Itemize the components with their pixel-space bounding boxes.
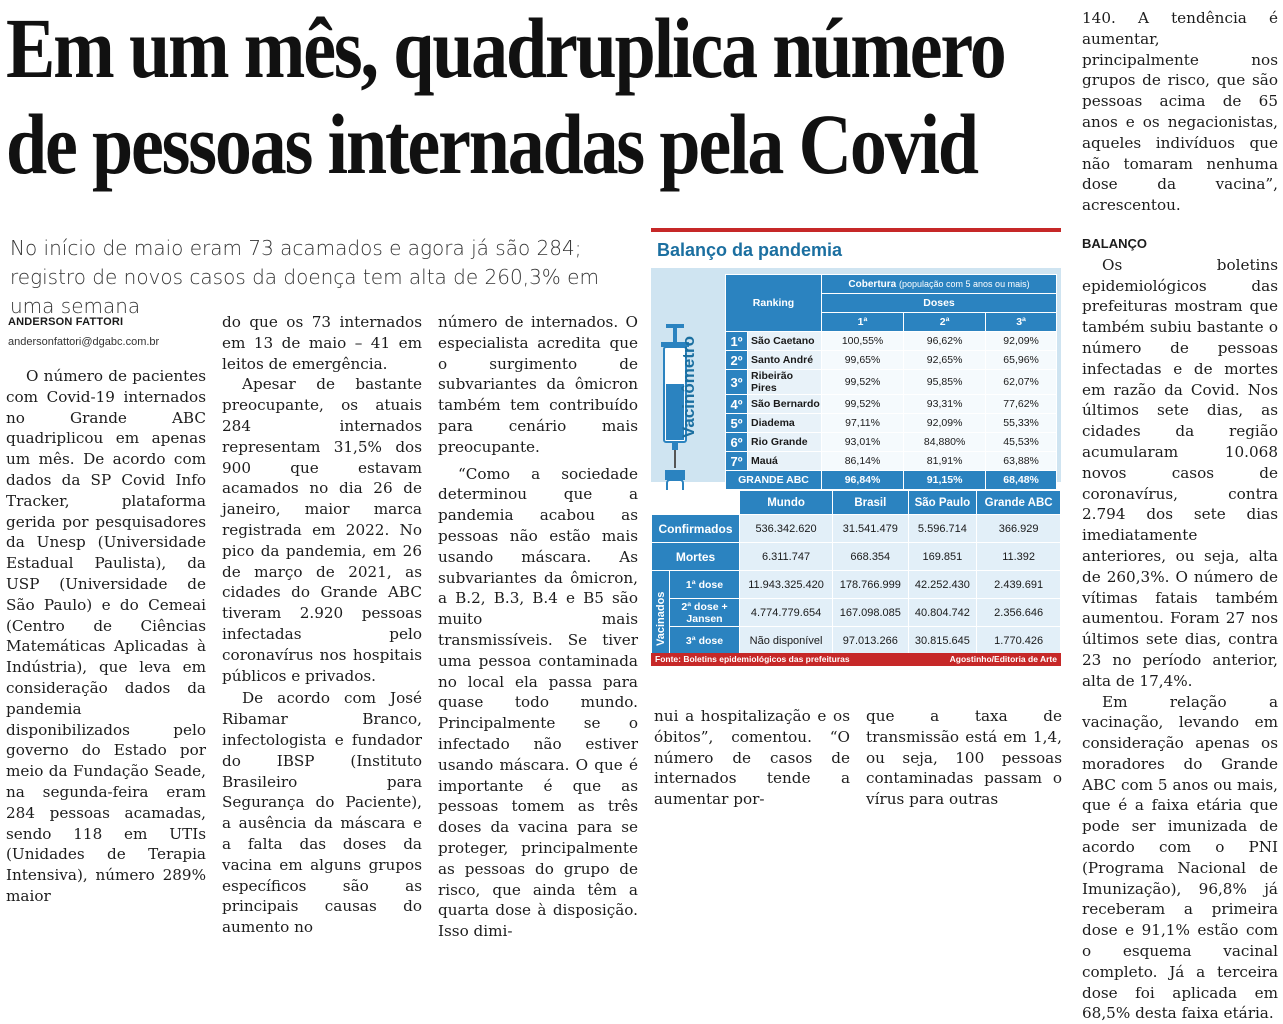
table-cell: 366.929 [977, 515, 1061, 543]
dose-1-value: 100,55% [822, 332, 904, 351]
table-row [726, 351, 1057, 370]
row-label-dose-3: 3ª dose [670, 627, 740, 655]
table-row [726, 370, 1057, 395]
table-cell: 40.804.742 [908, 599, 977, 627]
rank-number: 2º [726, 351, 748, 370]
city-name: São Bernardo [748, 395, 822, 414]
byline [8, 316, 208, 348]
art-credit: Agostinho/Editoria de Arte [950, 653, 1057, 666]
table-cell: 42.252.430 [908, 571, 977, 599]
total-dose-3: 68,48% [986, 471, 1057, 490]
infographic-title: Balanço da pandemia [657, 240, 842, 261]
row-label-dose-2: 2ª dose + Jansen [670, 599, 740, 627]
infographic [651, 228, 1061, 666]
dose-2-value: 81,91% [904, 452, 986, 471]
table-cell: 11.392 [977, 543, 1061, 571]
coverage-header: Cobertura (população com 5 anos ou mais) [822, 275, 1057, 294]
table-row [726, 332, 1057, 351]
vaccination-ranking-table [725, 274, 1057, 490]
dose-3-value: 62,07% [986, 370, 1057, 395]
table-row [652, 599, 1061, 627]
col-header-sao-paulo: São Paulo [908, 491, 977, 515]
article-column-3 [438, 312, 638, 942]
city-name: Diadema [748, 414, 822, 433]
dose-1-value: 99,52% [822, 395, 904, 414]
dose-2-value: 93,31% [904, 395, 986, 414]
col-header-grande-abc: Grande ABC [977, 491, 1061, 515]
dose-2-value: 84,880% [904, 433, 986, 452]
dose-3-value: 65,96% [986, 351, 1057, 370]
table-row [652, 543, 1061, 571]
table-cell: 178.766.999 [833, 571, 908, 599]
rank-number: 3º [726, 370, 748, 395]
table-cell: 6.311.747 [740, 543, 833, 571]
table-cell: 2.439.691 [977, 571, 1061, 599]
table-row [652, 515, 1061, 543]
table-cell: 1.770.426 [977, 627, 1061, 655]
row-label-confirmados: Confirmados [652, 515, 740, 543]
paragraph: Em relação a vacinação, levando em consideração apenas os moradores do Grande ABC com 5 anos ou mais, que é a faixa etária que pode ser imunizada de acordo com o PNI (Programa Nacional de Imunização), 96,8% já receberam a primeira dose e 91,1% estão com o esquema vacinal completo. Já a terceira dose foi aplicada em 68,5% desta faixa etária. [1082, 692, 1278, 1024]
rank-number: 7º [726, 452, 748, 471]
city-name: Santo André [748, 351, 822, 370]
section-heading: BALANÇO [1082, 234, 1278, 255]
dose-1-value: 93,01% [822, 433, 904, 452]
total-row [726, 471, 1057, 490]
paragraph: 140. A tendência é aumentar, principalmente nos grupos de risco, que são pessoas acima de 65 anos e os negacionistas, aqueles indivíduos que não tomaram nenhuma dose da vacina”, acrescentou. [1082, 8, 1278, 216]
rank-number: 6º [726, 433, 748, 452]
table-row [726, 452, 1057, 471]
dose-1-value: 99,52% [822, 370, 904, 395]
total-dose-1: 96,84% [822, 471, 904, 490]
headline-line-1: Em um mês, quadruplica número [6, 0, 926, 96]
infographic-footer [651, 653, 1061, 666]
table-cell: 167.098.085 [833, 599, 908, 627]
table-row [726, 433, 1057, 452]
dose-1-value: 99,65% [822, 351, 904, 370]
table-cell: 5.596.714 [908, 515, 977, 543]
vacinados-label: Vacinados [652, 571, 670, 655]
table-cell: 4.774.779.654 [740, 599, 833, 627]
rank-number: 5º [726, 414, 748, 433]
table-cell: 536.342.620 [740, 515, 833, 543]
article-column-1 [6, 366, 206, 907]
dose-3-value: 45,53% [986, 433, 1057, 452]
article-column-6 [1082, 8, 1278, 1024]
article-column-4 [654, 706, 850, 810]
paragraph: Apesar de bastante preocupante, os atuais 284 internados representam 31,5% dos 900 que estavam acamados no dia 26 de janeiro, maior marca registrada em 2022. No pico da pandemia, em 26 de março de 2021, as cidades do Grande ABC tiveram 2.920 pessoas infectadas pelo coronavírus nos hospitais públicos e privados. [222, 374, 422, 686]
author-email[interactable]: andersonfattori@dgabc.com.br [8, 336, 208, 348]
city-name: Mauá [748, 452, 822, 471]
dose-3-value: 92,09% [986, 332, 1057, 351]
article-column-2 [222, 312, 422, 938]
dose-3-value: 77,62% [986, 395, 1057, 414]
paragraph: “Como a sociedade determinou que a pandemia acabou as pessoas não estão mais usando máscara. As subvariantes da ômicron, a B.2, B.3, B.4 e B5 são muito mais transmissíveis. Se tiver uma pessoa contaminada no local ela passa para quase todo mundo. Principalmente se o infectado não estiver usando máscara. O que é importante é que as pessoas tomem as três doses da vacina para se proteger, principalmente as pessoas do grupo de risco, que ainda têm a quarta dose à disposição. Isso dimi- [438, 464, 638, 942]
ranking-header: Ranking [726, 275, 822, 332]
paragraph: do que os 73 internados em 13 de maio – 41 em leitos de emergência. [222, 312, 422, 374]
city-name: Ribeirão Pires [748, 370, 822, 395]
table-row [652, 571, 1061, 599]
paragraph: De acordo com José Ribamar Branco, infectologista e fundador do IBSP (Instituto Brasileiro para Segurança do Paciente), a ausência da máscara e a falta das doses da vacina em alguns grupos específicos são as principais causas do aumento no [222, 688, 422, 938]
city-name: Rio Grande [748, 433, 822, 452]
dose-2-value: 96,62% [904, 332, 986, 351]
table-cell: Não disponível [740, 627, 833, 655]
table-cell: 2.356.646 [977, 599, 1061, 627]
dose-col-3: 3ª [986, 313, 1057, 332]
total-dose-2: 91,15% [904, 471, 986, 490]
dose-col-2: 2ª [904, 313, 986, 332]
table-row [726, 414, 1057, 433]
rank-number: 1º [726, 332, 748, 351]
paragraph: O número de pacientes com Covid-19 internados no Grande ABC quadriplicou em apenas um mês. De acordo com dados da SP Covid Info Tracker, plataforma gerida por pesquisadores da Unesp (Universidade Estadual Paulista), da USP (Universidade de São Paulo) e do Cemeai (Centro de Ciências Matemáticas Aplicadas à Indústria), que leva em consideração dados da pandemia disponibilizados pelo governo do Estado por meio da Fundação Seade, na segunda-feira eram 284 pessoas acamadas, sendo 118 em UTIs (Unidades de Terapia Intensiva), número 289% maior [6, 366, 206, 907]
paragraph: Os boletins epidemiológicos das prefeituras mostram que também subiu bastante o número de pessoas infectadas e de mortes em razão da Covid. Nos últimos sete dias, as cidades da região acumularam 10.068 novos casos de coronavírus, contra 2.794 dos sete dias imediatamente anteriores, ou seja, alta de 260,3%. O número de vítimas fatais também aumentou. Foram 27 nos últimos sete dias, contra 23 no período anterior, alta de 17,4%. [1082, 255, 1278, 692]
headline-line-2: de pessoas internadas pela Covid [6, 96, 926, 192]
row-label-dose-1: 1ª dose [670, 571, 740, 599]
col-header-mundo: Mundo [740, 491, 833, 515]
author-name: ANDERSON FATTORI [8, 316, 208, 328]
table-cell: 97.013.266 [833, 627, 908, 655]
pandemic-stats-table [651, 490, 1061, 655]
doses-header: Doses [822, 294, 1057, 313]
source-note: Fonte: Boletins epidemiológicos das prefeituras [655, 654, 850, 664]
total-label: GRANDE ABC [726, 471, 822, 490]
table-cell: 11.943.325.420 [740, 571, 833, 599]
table-row [726, 395, 1057, 414]
dose-2-value: 92,09% [904, 414, 986, 433]
col-header-brasil: Brasil [833, 491, 908, 515]
paragraph: que a taxa de transmissão está em 1,4, ou seja, 100 pessoas contaminadas passam o vírus para outras [866, 706, 1062, 810]
coverage-note: (população com 5 anos ou mais) [899, 279, 1030, 289]
dose-col-1: 1ª [822, 313, 904, 332]
subheadline: No início de maio eram 73 acamados e agora já são 284; registro de novos casos da doença tem alta de 260,3% em uma semana [10, 234, 630, 321]
city-name: São Caetano [748, 332, 822, 351]
dose-3-value: 63,88% [986, 452, 1057, 471]
dose-2-value: 92,65% [904, 351, 986, 370]
dose-1-value: 97,11% [822, 414, 904, 433]
dose-2-value: 95,85% [904, 370, 986, 395]
headline [6, 0, 926, 192]
row-label-mortes: Mortes [652, 543, 740, 571]
article-column-5 [866, 706, 1062, 810]
table-cell: 31.541.479 [833, 515, 908, 543]
dose-1-value: 86,14% [822, 452, 904, 471]
paragraph: nui a hospitalização e os óbitos”, comentou. “O número de casos de internados tende a aumentar por- [654, 706, 850, 810]
dose-3-value: 55,33% [986, 414, 1057, 433]
rank-number: 4º [726, 395, 748, 414]
table-cell: 30.815.645 [908, 627, 977, 655]
table-cell: 169.851 [908, 543, 977, 571]
table-row [652, 627, 1061, 655]
paragraph: número de internados. O especialista acredita que o surgimento de subvariantes da ômicron também tem contribuído para cenário mais preocupante. [438, 312, 638, 458]
table-cell: 668.354 [833, 543, 908, 571]
corner-cell [652, 491, 740, 515]
infographic-top-bar [651, 228, 1061, 232]
vaccinometer-label: Vacinômetro [679, 336, 699, 438]
